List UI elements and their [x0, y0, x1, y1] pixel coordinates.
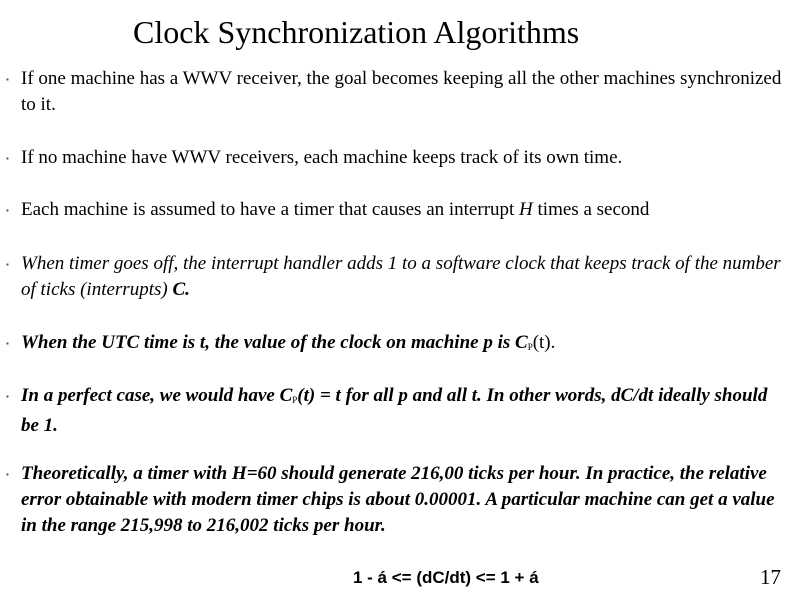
subscript-p: P — [292, 395, 298, 405]
bullet-item-6 — [6, 383, 790, 439]
variable-h: H — [519, 199, 533, 220]
bullet-text: If no machine have WWV receivers, each machine keeps track of its own time. — [21, 147, 623, 168]
bullet-item-7 — [6, 461, 790, 539]
bullet-text-main: When the UTC time is t, the value of the clock on machine p is C — [21, 332, 528, 353]
bullet-marker: ▪ — [6, 260, 9, 269]
bullet-text — [21, 383, 790, 439]
bullet-text — [21, 330, 790, 360]
bullet-text — [21, 197, 790, 223]
subscript-p: P — [527, 342, 533, 352]
bullet-text-after: (t). — [532, 332, 556, 353]
bullet-text: Theoretically, a timer with H=60 should generate 216,00 ticks per hour. In practice, the relative error obtainable with modern timer chips is about 0.00001. A particular machine can get a value in the range 215,998 to 216,002 ticks per hour. — [21, 463, 775, 536]
bullet-text-before: In a perfect case, we would have C — [21, 385, 293, 406]
bullet-text-main: When timer goes off, the interrupt handler adds 1 to a software clock that keeps track of the number of ticks (interrupts) — [21, 253, 781, 300]
drift-formula: 1 - á <= (dC/dt) <= 1 + á — [353, 568, 539, 587]
bullet-text-after: times a second — [532, 199, 650, 220]
bullet-item-1 — [6, 66, 790, 118]
bullet-marker: ▪ — [6, 75, 9, 84]
bullet-item-2 — [6, 145, 790, 171]
bullet-text — [21, 251, 790, 303]
bullet-marker: ▪ — [6, 339, 9, 348]
bullet-item-3 — [6, 197, 790, 223]
slide-number: 17 — [760, 565, 781, 589]
bullet-item-5 — [6, 330, 790, 360]
bullet-marker: ▪ — [6, 392, 9, 401]
bullet-item-4 — [6, 251, 790, 303]
bullet-marker: ▪ — [6, 470, 9, 479]
bullet-marker: ▪ — [6, 154, 9, 163]
variable-c: C. — [172, 279, 190, 300]
slide-title: Clock Synchronization Algorithms — [133, 14, 580, 50]
bullet-marker: ▪ — [6, 206, 9, 215]
bullet-text: If one machine has a WWV receiver, the goal becomes keeping all the other machines synchronized to it. — [21, 68, 782, 115]
bullet-text-after: (t) = t for all p and all t. In other words, dC/dt ideally should be 1. — [21, 385, 768, 436]
bullet-text-before: Each machine is assumed to have a timer that causes an interrupt — [21, 199, 520, 220]
